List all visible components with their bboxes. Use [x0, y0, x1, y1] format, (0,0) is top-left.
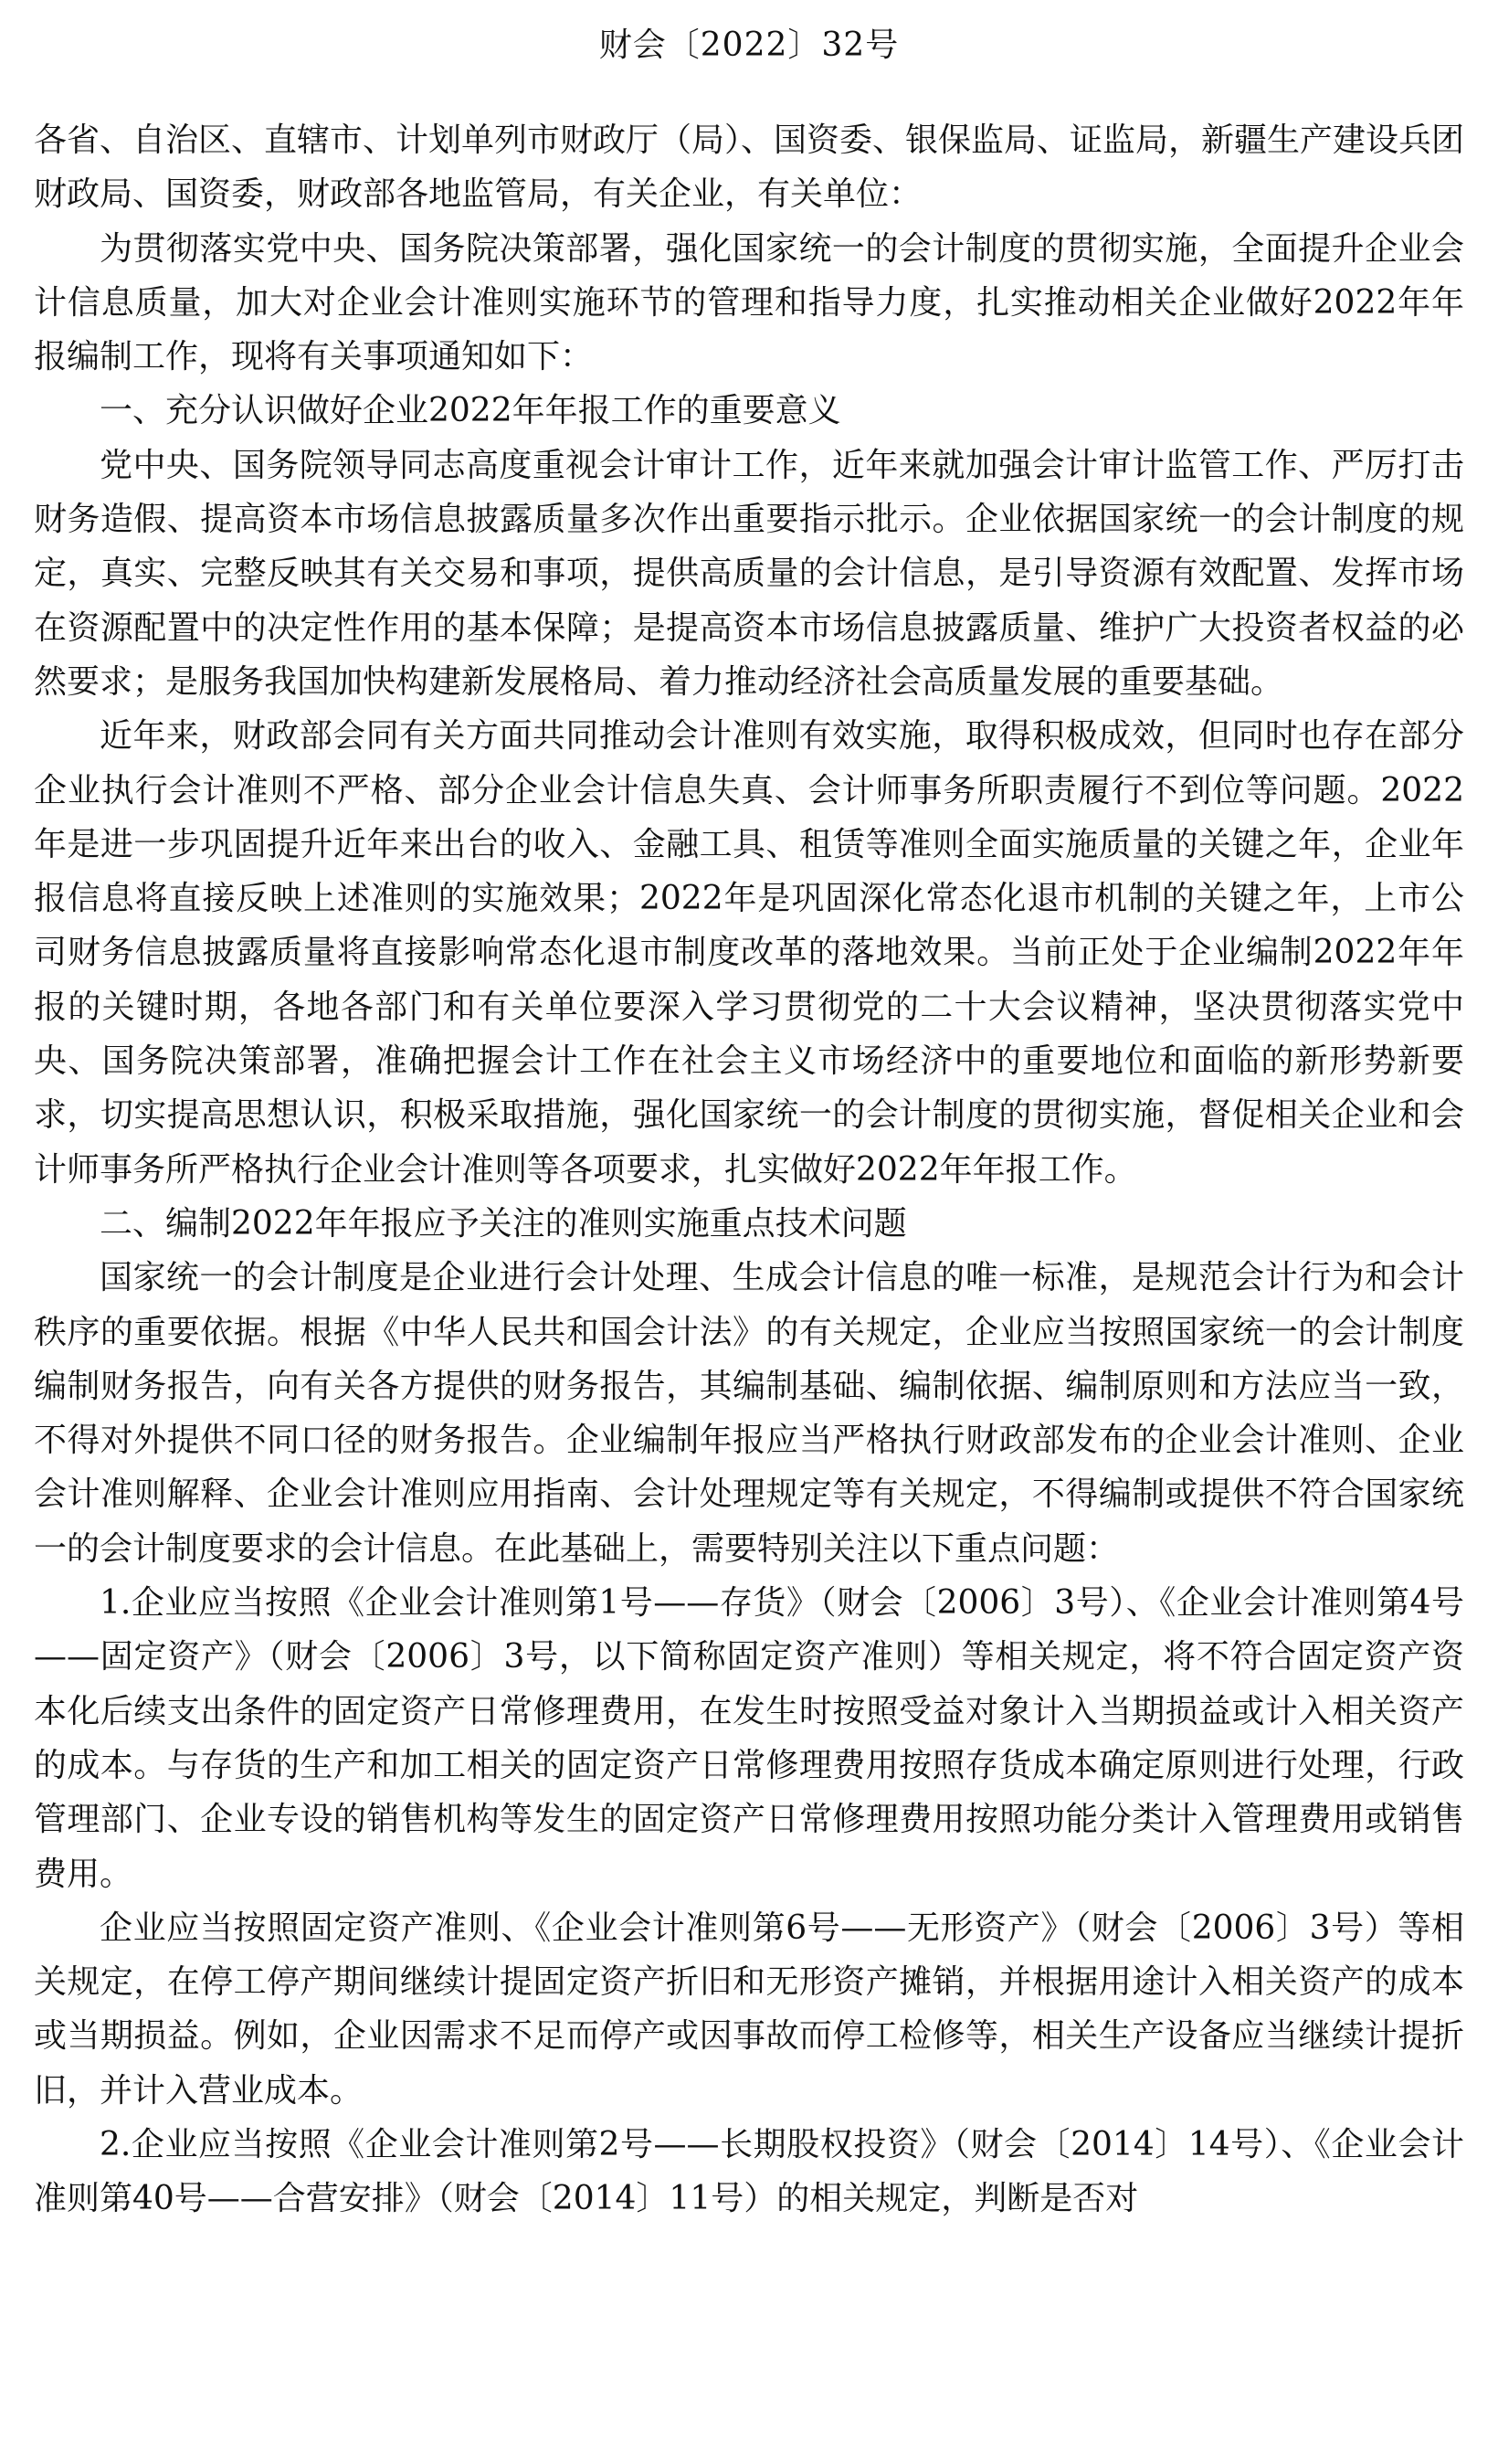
intro-paragraph: 为贯彻落实党中央、国务院决策部署，强化国家统一的会计制度的贯彻实施，全面提升企业会计信息质量，加大对企业会计准则实施环节的管理和指导力度，扎实推动相关企业做好2022年年报编制工作，现将有关事项通知如下： [34, 229, 1464, 376]
section-2-heading: 二、编制2022年年报应予关注的准则实施重点技术问题 [100, 1204, 907, 1243]
item-1-paragraph-2: 企业应当按照固定资产准则、《企业会计准则第6号——无形资产》（财会〔2006〕3号）等相关规定，在停工停产期间继续计提固定资产折旧和无形资产摊销，并根据用途计入相关资产的成本或当期损益。例如，企业因需求不足而停产或因事故而停工检修等，相关生产设备应当继续计提折旧，并计入营业成本。 [34, 1909, 1464, 2110]
section-2-paragraph-1: 国家统一的会计制度是企业进行会计处理、生成会计信息的唯一标准，是规范会计行为和会计秩序的重要依据。根据《中华人民共和国会计法》的有关规定，企业应当按照国家统一的会计制度编制财务报告，向有关各方提供的财务报告，其编制基础、编制依据、编制原则和方法应当一致，不得对外提供不同口径的财务报告。企业编制年报应当严格执行财政部发布的企业会计准则、企业会计准则解释、企业会计准则应用指南、会计处理规定等有关规定，不得编制或提供不符合国家统一的会计制度要求的会计信息。在此基础上，需要特别关注以下重点问题： [34, 1259, 1464, 1568]
document-body [34, 113, 1464, 2226]
item-1-paragraph-1: 1.企业应当按照《企业会计准则第1号——存货》（财会〔2006〕3号）、《企业会计准则第4号——固定资产》（财会〔2006〕3号，以下简称固定资产准则）等相关规定，将不符合固定资产资本化后续支出条件的固定资产日常修理费用，在发生时按照受益对象计入当期损益或计入相关资产的成本。与存货的生产和加工相关的固定资产日常修理费用按照存货成本确定原则进行处理，行政管理部门、企业专设的销售机构等发生的固定资产日常修理费用按照功能分类计入管理费用或销售费用。 [34, 1584, 1464, 1893]
section-1-paragraph-2: 近年来，财政部会同有关方面共同推动会计准则有效实施，取得积极成效，但同时也存在部分企业执行会计准则不严格、部分企业会计信息失真、会计师事务所职责履行不到位等问题。2022年是进一步巩固提升近年来出台的收入、金融工具、租赁等准则全面实施质量的关键之年，企业年报信息将直接反映上述准则的实施效果；2022年是巩固深化常态化退市机制的关键之年，上市公司财务信息披露质量将直接影响常态化退市制度改革的落地效果。当前正处于企业编制2022年年报的关键时期，各地各部门和有关单位要深入学习贯彻党的二十大会议精神，坚决贯彻落实党中央、国务院决策部署，准确把握会计工作在社会主义市场经济中的重要地位和面临的新形势新要求，切实提高思想认识，积极采取措施，强化国家统一的会计制度的贯彻实施，督促相关企业和会计师事务所严格执行企业会计准则等各项要求，扎实做好2022年年报工作。 [34, 717, 1464, 1189]
document-number: 财会〔2022〕32号 [598, 26, 900, 64]
item-2-paragraph-1: 2.企业应当按照《企业会计准则第2号——长期股权投资》（财会〔2014〕14号）、《企业会计准则第40号——合营安排》（财会〔2014〕11号）的相关规定，判断是否对 [34, 2125, 1464, 2218]
addressee-paragraph: 各省、自治区、直辖市、计划单列市财政厅（局）、国资委、银保监局、证监局，新疆生产建设兵团财政局、国资委，财政部各地监管局，有关企业，有关单位： [34, 122, 1465, 214]
section-1-paragraph-1: 党中央、国务院领导同志高度重视会计审计工作，近年来就加强会计审计监管工作、严厉打击财务造假、提高资本市场信息披露质量多次作出重要指示批示。企业依据国家统一的会计制度的规定，真实、完整反映其有关交易和事项，提供高质量的会计信息，是引导资源有效配置、发挥市场在资源配置中的决定性作用的基本保障；是提高资本市场信息披露质量、维护广大投资者权益的必然要求；是服务我国加快构建新发展格局、着力推动经济社会高质量发展的重要基础。 [34, 446, 1464, 701]
section-1-heading: 一、充分认识做好企业2022年年报工作的重要意义 [100, 392, 841, 430]
